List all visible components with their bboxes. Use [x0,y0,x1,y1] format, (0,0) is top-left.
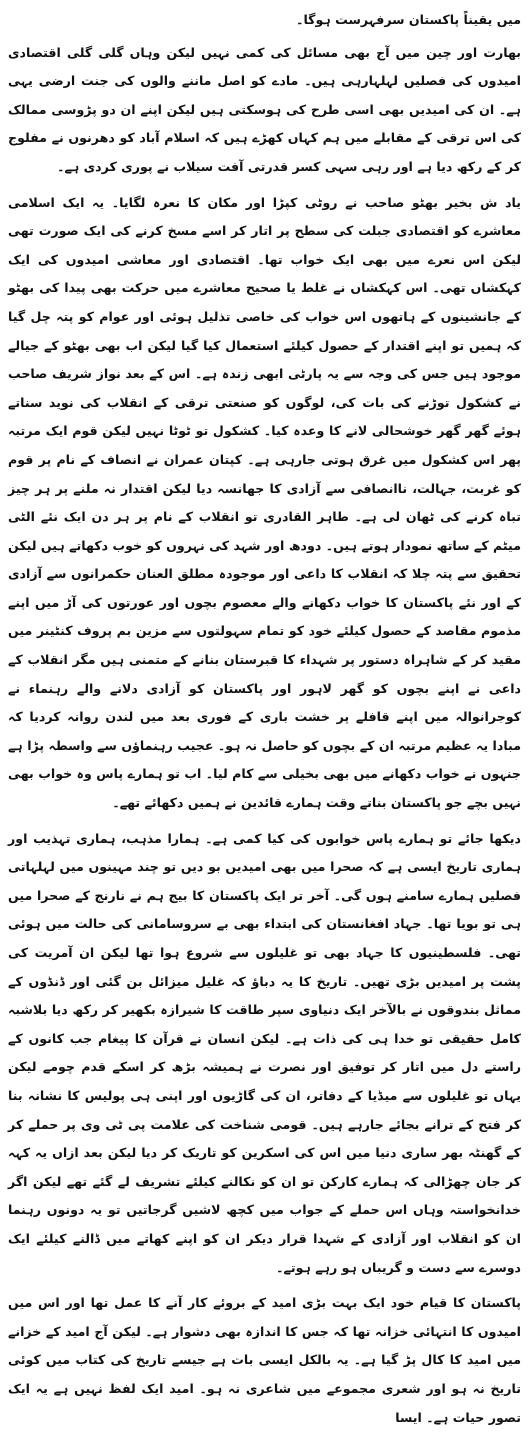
article-paragraph-1: میں یقیناً پاکستان سرفہرست ہوگا۔ [296,12,521,27]
article-paragraph-3: یاد ش بخیر بھٹو صاحب نے روٹی کپڑا اور مکان کا نعرہ لگایا۔ یہ ایک اسلامی معاشرے کو اقتصادی جبلت کی سطح پر اتار کر اسے مسخ کرنے کی ایک صورت تھی لیکن اس نعرے میں بھی ایک خواب تھا۔ اقتصادی اور معاشی امیدوں کی ایک کہکشاں تھی۔ اس کہکشاں نے غلط یا صحیح معاشرے میں حرکت بھی پیدا کی بھٹو کے جانشینوں کے ہاتھوں اس خواب کی خاصی تذلیل ہوئی اور عوام کو پتہ چل گیا کہ ہمیں تو اپنے اقتدار کے حصول کیلئے استعمال کیا گیا لیکن اب بھی بھٹو کے جیالے موجود ہیں جس کی وجہ سے یہ پارٹی ابھی زندہ ہے۔ اس کے بعد نواز شریف صاحب نے کشکول توڑنے کی بات کی، لوگوں کو صنعتی ترقی کے انقلاب کی نوید سناتے ہوئے گھر گھر خوشحالی لانے کا وعدہ کیا۔ کشکول تو ٹوٹا نہیں لیکن قوم ایک مرتبہ پھر اس کشکول میں غرق ہوتی جارہی ہے۔ کپتان عمران نے انصاف کے نام پر قوم کو غربت، جہالت، ناانصافی سے آزادی کا جھانسہ دیا لیکن اقتدار نہ ملنے پر ہر چیز تباہ کرنے کی ٹھان لی ہے۔ طاہر القادری تو انقلاب کے نام پر ہر دن ایک نئے الٹی میٹم کے ساتھ نمودار ہوتے ہیں۔ دودھ اور شہد کی نہروں کو خوب دکھاتے ہیں لیکن تحقیق سے پتہ چلا کہ انقلاب کا داعی اور موجودہ مطلق العنان حکمرانوں سے آزادی کے اور نئے پاکستان کا خواب دکھانے والے معصوم بچوں اور عورتوں کی آڑ میں اپنے مذموم مقاصد کے حصول کیلئے خود کو تمام سہولتوں سے مزین بم پروف کنٹینر میں مقید کر کے شاہراہ دستور پر شہداء کا قبرستان بنانے کے متمنی ہیں مگر انقلاب کے داعی نے اپنے بچوں کو گھر لاہور اور پاکستان کو آزادی دلانے والے رہنماء نے کوجرانوالہ میں اپنے قافلے پر خشت باری کے فوری بعد میں لندن روانہ کردیا کہ مبادا یہ عظیم مرتبہ ان کے بچوں کو حاصل نہ ہو۔ عجیب رہنماؤں سے واسطہ پڑا ہے جنہوں نے خواب دکھانے میں بھی بخیلی سے کام لیا۔ اب تو ہمارے پاس وہ خواب بھی نہیں بچے جو پاکستان بناتے وقت ہمارے قائدین نے ہمیں دکھائے تھے۔ [8,194,521,811]
article-paragraph-2: بھارت اور چین میں آج بھی مسائل کی کمی نہیں لیکن وہاں گلی گلی اقتصادی امیدوں کی فصلیں لہلہارہی ہیں۔ مادے کو اصل ماننے والوں کی جنت ارضی یہی ہے۔ ان کی امیدیں بھی اسی طرح کی ہوسکتی ہیں لیکن اپنے ان دو پڑوسی ممالک کی اس ترقی کے مقابلے میں ہم کہاں کھڑے ہیں کہ اسلام آباد کو دھرنوں نے مفلوج کر کے رکھ دیا ہے اور رہی سہی کسر قدرتی آفت سیلاب نے پوری کردی ہے۔ [8,44,521,174]
article-paragraph-5: پاکستان کا قیام خود ایک بہت بڑی امید کے بروئے کار آنے کا عمل تھا اور اس میں امیدوں کا انتہائی خزانہ تھا کہ جس کا اندازہ بھی دشوار ہے۔ لیکن آج امید کے خزانے میں امید کا کال پڑ گیا ہے۔ یہ بالکل ایسی بات ہے جیسے تاریخ کی کتاب میں کوئی تاریخ نہ ہو اور شعری مجموعے میں شاعری نہ ہو۔ امید ایک لفظ نہیں ہے یہ ایک تصور حیات ہے۔ ایسا [8,1295,521,1425]
article-paragraph-4: دیکھا جائے تو ہمارے پاس خوابوں کی کیا کمی ہے۔ ہمارا مذہب، ہماری تہذیب اور ہماری تاریخ ایسی ہے کہ صحرا میں بھی امیدیں بو دیں تو چند مہینوں میں لہلہاتی فصلیں ہمارے سامنے ہوں گی۔ آخر تر ایک پاکستان کا بیج ہم نے نارنج کے صحرا میں ہی تو بویا تھا۔ جہاد افغانستان کی ابتداء بھی بے سروسامانی کی حالت میں ہوئی تھی۔ فلسطینیوں کا جہاد بھی تو غلیلوں سے شروع ہوا تھا لیکن ان آمریت کی پشت پر امیدیں بڑی تھیں۔ تاریخ کا یہ دباؤ کہ غلیل میزائل بن گئی اور ڈنڈوں کے مماثل بندوقوں نے بالآخر ایک دنیاوی سپر طاقت کا شیرازہ بکھیر کر رکھ دیا بلاشبہ کامل حقیقی تو خدا ہی کی ذات ہے۔ لیکن انسان نے قرآن کا پیغام جب کانوں کے راستے دل میں اتار کر توفیق اور نصرت نے ہمیشہ بڑھ کر اسکے قدم چومے لیکن یہاں تو غلیلوں سے میڈیا کے دفاتر، ان کی گاڑیوں اور اپنی ہی پولیس کا نشانہ بنا کر فتح کے ترانے بجائے جارہے ہیں۔ قومی شناخت کی علامت پی ٹی وی پر حملے کر کے گھنٹہ بھر ساری دنیا میں اس کی اسکرین کو تاریک کر دیا لیکن بعد ازاں یہ کہہ کر جان چھڑالی کہ ہمارے کارکن تو ان کو نکالنے کیلئے تشریف لے گئے تھے لیکن اگر خدانخواستہ وہاں اس حملے کے جواب میں کچھ لاشیں گرجاتیں تو یہ دونوں رہنما ان کو انقلاب اور آزادی کے شہدا قرار دیکر ان کو اپنے کھاتے میں ڈالنے کیلئے ایک دوسرے سے دست و گریباں ہو رہے ہوتے۔ [8,830,521,1275]
